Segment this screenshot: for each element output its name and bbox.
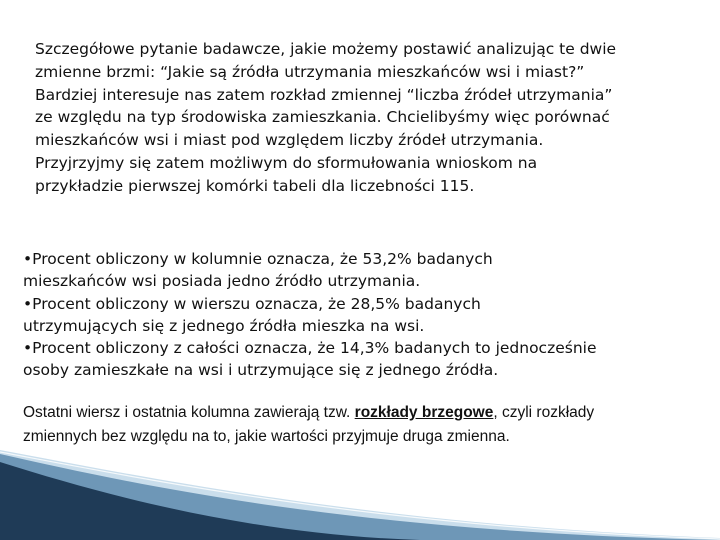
closing-suffix: , czyli rozkłady: [493, 404, 595, 421]
intro-paragraph: [35, 38, 715, 198]
intro-line: Bardziej interesuje nas zatem rozkład zmiennej “liczba źródeł utrzymania”: [35, 85, 613, 104]
bullet-line: osoby zamieszkałe na wsi i utrzymujące się z jednego źródła.: [23, 361, 499, 380]
closing-line-2: zmiennych bez względu na to, jakie wartości przyjmuje druga zmienna.: [23, 427, 510, 445]
intro-line: Szczegółowe pytanie badawcze, jakie możemy postawić analizując te dwie: [35, 40, 617, 58]
decorative-slide-swoosh: [0, 440, 720, 540]
intro-line: mieszkańców wsi i miast pod względem liczby źródeł utrzymania.: [35, 131, 544, 150]
bullet-line: •Procent obliczony z całości oznacza, że 14,3% badanych to jednocześnie: [23, 339, 597, 358]
bullet-list: [23, 248, 713, 382]
bullet-line: utrzymujących się z jednego źródła mieszka na wsi.: [23, 316, 425, 335]
highlighted-term: rozkłady brzegowe: [354, 404, 494, 421]
intro-line: przykładzie pierwszej komórki tabeli dla liczebności 115.: [35, 176, 475, 195]
closing-prefix: Ostatni wiersz i ostatnia kolumna zawierają tzw.: [23, 404, 355, 421]
bullet-line: •Procent obliczony w kolumnie oznacza, że 53,2% badanych: [23, 250, 493, 268]
intro-line: zmienne brzmi: “Jakie są źródła utrzymania mieszkańców wsi i miast?”: [35, 62, 585, 81]
closing-line-1: [23, 401, 713, 425]
bullet-line: •Procent obliczony w wierszu oznacza, że 28,5% badanych: [23, 294, 481, 313]
intro-line: Przyjrzyjmy się zatem możliwym do sformułowania wnioskom na: [35, 153, 538, 172]
bullet-line: mieszkańców wsi posiada jedno źródło utrzymania.: [23, 272, 421, 291]
intro-line: ze względu na typ środowiska zamieszkania. Chcielibyśmy więc porównać: [35, 108, 610, 127]
